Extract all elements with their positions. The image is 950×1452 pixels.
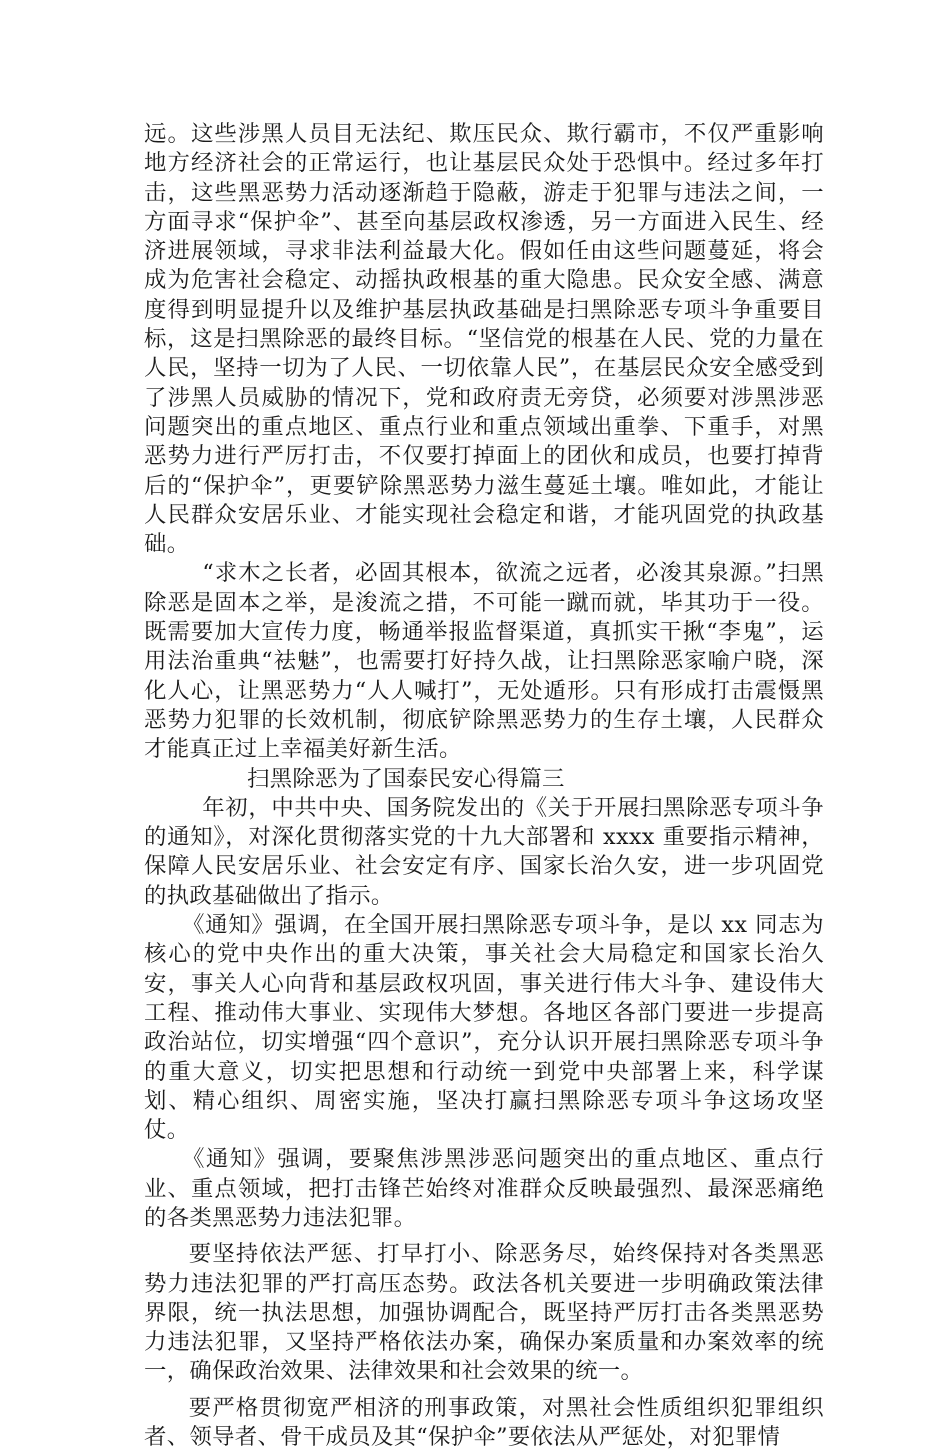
- paragraph-quote: “求木之长者，必固其根本，欲流之远者，必浚其泉源。”扫黑除恶是固本之举，是浚流之措，不可能一蹴而就，毕其功于一役。既需要加大宣传力度，畅通举报监督渠道，真抓实干揪“李鬼”，运用法治重典“祛魅”，也需要打好持久战，让扫黑除恶家喻户晓，深化人心，让黑恶势力“人人喊打”，无处遁形。只有形成打击震慑黑恶势力犯罪的长效机制，彻底铲除黑恶势力的生存土壤，人民群众才能真正过上幸福美好新生活。: [144, 560, 824, 763]
- paragraph-notice-emphasis: 《通知》强调，在全国开展扫黑除恶专项斗争，是以 xx 同志为核心的党中央作出的重大决策，事关社会大局稳定和国家长治久安，事关人心向背和基层政权巩固，事关进行伟大斗争、建设伟大工程、推动伟大事业、实现伟大梦想。各地区各部门要进一步提高政治站位，切实增强“四个意识”，充分认识开展扫黑除恶专项斗争的重大意义，切实把思想和行动统一到党中央部署上来，科学谋划、精心组织、周密实施，坚决打赢扫黑除恶专项斗争这场攻坚仗。: [144, 912, 824, 1144]
- paragraph-notice-intro: 年初，中共中央、国务院发出的《关于开展扫黑除恶专项斗争的通知》，对深化贯彻落实党的十九大部署和 xxxx 重要指示精神，保障人民安居乐业、社会安定有序、国家长治久安，进一步巩固党的执政基础做出了指示。: [144, 794, 824, 909]
- paragraph-criminal-policy: 要严格贯彻宽严相济的刑事政策，对黑社会性质组织犯罪组织者、领导者、骨干成员及其“保护伞”要依法从严惩处，对犯罪情: [144, 1394, 824, 1451]
- document-page: [144, 120, 824, 1452]
- paragraph-notice-focus: 《通知》强调，要聚焦涉黑涉恶问题突出的重点地区、重点行业、重点领域，把打击锋芒始终对准群众反映最强烈、最深恶痛绝的各类黑恶势力违法犯罪。: [144, 1146, 824, 1231]
- paragraph-strict-punishment: 要坚持依法严惩、打早打小、除恶务尽，始终保持对各类黑恶势力违法犯罪的严打高压态势。政法各机关要进一步明确政策法律界限，统一执法思想，加强协调配合，既坚持严厉打击各类黑恶势力违法犯罪，又坚持严格依法办案，确保办案质量和办案效率的统一，确保政治效果、法律效果和社会效果的统一。: [144, 1241, 824, 1385]
- section-heading: 扫黑除恶为了国泰民安心得篇三: [247, 765, 565, 792]
- paragraph-continuation: 远。这些涉黑人员目无法纪、欺压民众、欺行霸市，不仅严重影响地方经济社会的正常运行，也让基层民众处于恐惧中。经过多年打击，这些黑恶势力活动逐渐趋于隐蔽，游走于犯罪与违法之间，一方面寻求“保护伞”、甚至向基层政权渗透，另一方面进入民生、经济进展领域，寻求非法利益最大化。假如任由这些问题蔓延，将会成为危害社会稳定、动摇执政根基的重大隐患。民众安全感、满意度得到明显提升以及维护基层执政基础是扫黑除恶专项斗争重要目标，这是扫黑除恶的最终目标。“坚信党的根基在人民、党的力量在人民，坚持一切为了人民、一切依靠人民”，在基层民众安全感受到了涉黑人员威胁的情况下，党和政府责无旁贷，必须要对涉黑涉恶问题突出的重点地区、重点行业和重点领域出重拳、下重手，对黑恶势力进行严厉打击，不仅要打掉面上的团伙和成员，也要打掉背后的“保护伞”，更要铲除黑恶势力滋生蔓延土壤。唯如此，才能让人民群众安居乐业、才能实现社会稳定和谐，才能巩固党的执政基础。: [144, 121, 824, 558]
